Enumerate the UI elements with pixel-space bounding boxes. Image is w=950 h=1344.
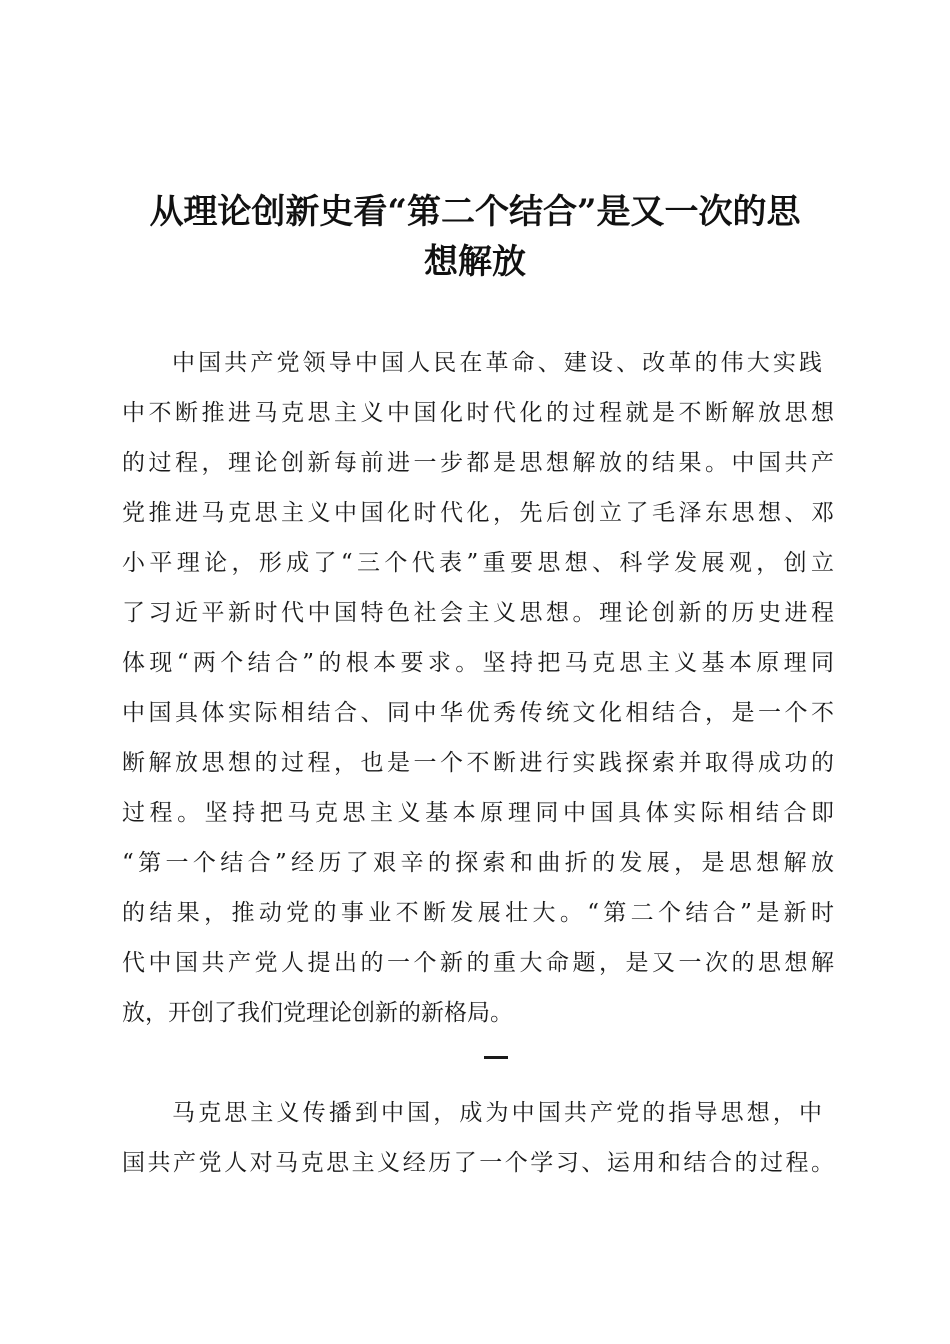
document-title-line-1: 从理论创新史看“第二个结合”是又一次的思	[149, 192, 801, 232]
paragraph-line: “第一个结合”经历了艰辛的探索和曲折的发展，是思想解放	[122, 850, 834, 876]
paragraph-line: 小平理论，形成了“三个代表”重要思想、科学发展观，创立	[122, 550, 834, 576]
section-number-text	[484, 1056, 485, 1057]
paragraph-line: 代中国共产党人提出的一个新的重大命题，是又一次的思想解	[122, 950, 834, 976]
paragraph-line: 中不断推进马克思主义中国化时代化的过程就是不断解放思想	[122, 400, 834, 426]
paragraph-line: 过程。坚持把马克思主义基本原理同中国具体实际相结合即	[122, 800, 834, 826]
document-title-line-2: 想解放	[424, 242, 526, 282]
paragraph-line: 党推进马克思主义中国化时代化，先后创立了毛泽东思想、邓	[122, 500, 834, 526]
paragraph-line: 断解放思想的过程，也是一个不断进行实践探索并取得成功的	[122, 750, 834, 776]
paragraph-line: 国共产党人对马克思主义经历了一个学习、运用和结合的过程。	[122, 1150, 834, 1176]
paragraph-line: 了习近平新时代中国特色社会主义思想。理论创新的历史进程	[122, 600, 834, 626]
paragraph-line: 体现“两个结合”的根本要求。坚持把马克思主义基本原理同	[122, 650, 834, 676]
paragraph-line: 的结果，推动党的事业不断发展壮大。“第二个结合”是新时	[122, 900, 834, 926]
section-number-one	[484, 1056, 508, 1059]
paragraph-line: 中国具体实际相结合、同中华优秀传统文化相结合，是一个不	[122, 700, 834, 726]
paragraph-line: 的过程，理论创新每前进一步都是思想解放的结果。中国共产	[122, 450, 834, 476]
paragraph-line: 马克思主义传播到中国，成为中国共产党的指导思想，中	[172, 1100, 822, 1126]
paragraph-line: 放，开创了我们党理论创新的新格局。	[122, 1000, 513, 1026]
paragraph-line: 中国共产党领导中国人民在革命、建设、改革的伟大实践	[172, 350, 822, 376]
